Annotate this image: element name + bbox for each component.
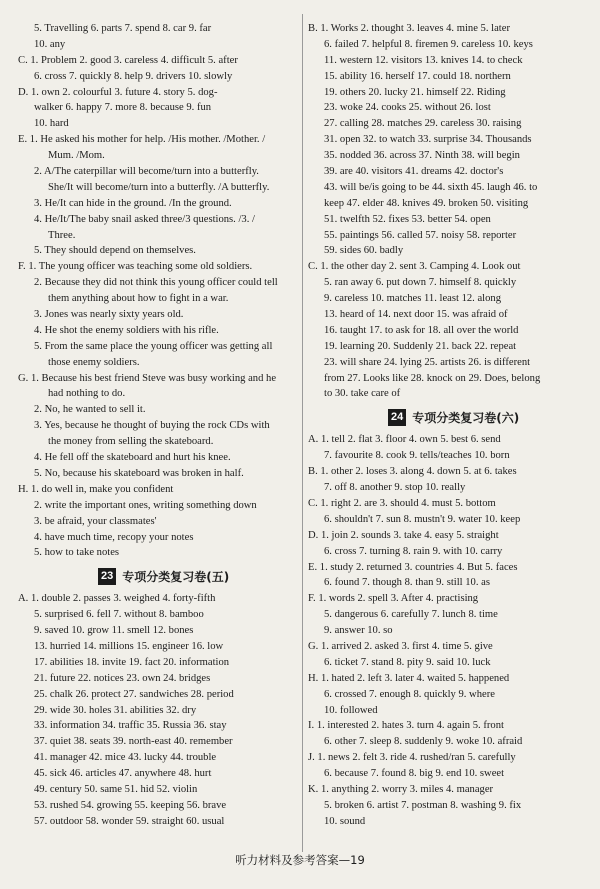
answer-line: E. 1. study 2. returned 3. countries 4. But 5. faces xyxy=(308,561,518,573)
answer-line: 9. answer 10. so xyxy=(324,625,393,637)
answer-line: 6. failed 7. helpful 8. firemen 9. careless 10. keys xyxy=(324,38,533,50)
answer-line: 31. open 32. to watch 33. surprise 34. Thousands xyxy=(324,134,532,146)
answer-line: 6. other 7. sleep 8. suddenly 9. woke 10. afraid xyxy=(324,736,523,748)
left-answers-top xyxy=(18,21,298,561)
answer-line: 5. surprised 6. fell 7. without 8. bamboo xyxy=(34,609,204,621)
answer-line: to 30. take care of xyxy=(324,388,401,400)
answer-line: keep 47. elder 48. knives 49. broken 50. visiting xyxy=(324,197,529,209)
answer-line: 2. write the important ones, writing something down xyxy=(34,499,257,511)
answer-line: 23. will share 24. lying 25. artists 26. is different xyxy=(324,356,531,368)
answer-line: A. 1. tell 2. flat 3. floor 4. own 5. best 6. send xyxy=(308,434,501,446)
answer-line: G. 1. Because his best friend Steve was busy working and he xyxy=(18,372,277,384)
answer-line: 2. Because they did not think this young officer could tell xyxy=(34,277,278,289)
answer-line: 11. western 12. visitors 13. knives 14. to check xyxy=(324,54,523,66)
answer-line: 4. He shot the enemy soldiers with his rifle. xyxy=(34,324,219,336)
answer-line: 4. have much time, recopy your notes xyxy=(34,531,194,543)
answer-line: 51. twelfth 52. fixes 53. better 54. open xyxy=(324,213,491,225)
answer-line: 5. ran away 6. put down 7. himself 8. quickly xyxy=(324,277,517,289)
answer-line: 5. dangerous 6. carefully 7. lunch 8. time xyxy=(324,609,498,621)
answer-line: 9. careless 10. matches 11. least 12. along xyxy=(324,293,502,305)
answer-line: 23. woke 24. cooks 25. without 26. lost xyxy=(324,102,491,114)
answer-line: H. 1. do well in, make you confident xyxy=(18,483,174,495)
answer-line: 4. He/It/The baby snail asked three/3 questions. /3. / xyxy=(34,213,255,225)
answer-line: 6. ticket 7. stand 8. pity 9. said 10. luck xyxy=(324,656,491,668)
answer-line: F. 1. The young officer was teaching some old soldiers. xyxy=(18,261,253,273)
answer-line: B. 1. Works 2. thought 3. leaves 4. mine 5. later xyxy=(308,23,510,34)
answer-line: from 27. Looks like 28. knock on 29. Does, belong xyxy=(324,372,541,384)
answer-line: 7. off 8. another 9. stop 10. really xyxy=(324,482,466,494)
answer-line: C. 1. right 2. are 3. should 4. must 5. bottom xyxy=(308,497,496,509)
answer-line: 6. because 7. found 8. big 9. end 10. sweet xyxy=(324,768,505,780)
answer-line: 6. cross 7. quickly 8. help 9. drivers 10. slowly xyxy=(34,70,233,82)
answer-line: 19. learning 20. Suddenly 21. back 22. repeat xyxy=(324,340,517,352)
answer-line: 41. manager 42. mice 43. lucky 44. trouble xyxy=(34,752,217,764)
answer-line: Three. xyxy=(48,229,76,241)
answer-line: 55. paintings 56. called 57. noisy 58. reporter xyxy=(324,229,517,241)
answer-line: those enemy soldiers. xyxy=(48,356,140,368)
answer-line: had nothing to do. xyxy=(48,388,126,400)
answer-line: 53. rushed 54. growing 55. keeping 56. brave xyxy=(34,799,227,811)
answer-line: E. 1. He asked his mother for help. /His mother. /Mother. / xyxy=(18,134,266,146)
left-column xyxy=(18,21,298,830)
answer-line: 19. others 20. lucky 21. himself 22. Riding xyxy=(324,86,506,98)
answer-line: I. 1. interested 2. hates 3. turn 4. again 5. front xyxy=(308,720,504,732)
answer-line: 57. outdoor 58. wonder 59. straight 60. usual xyxy=(34,815,225,827)
section-title: 专项分类复习卷(六) xyxy=(412,411,520,426)
answer-line: 33. information 34. traffic 35. Russia 36. stay xyxy=(34,720,227,732)
answer-line: the money from selling the skateboard. xyxy=(48,436,214,448)
column-divider xyxy=(302,14,303,852)
answer-line: Mum. /Mom. xyxy=(48,150,105,162)
answer-line: 27. calling 28. matches 29. careless 30. raising xyxy=(324,118,522,130)
answer-line: C. 1. the other day 2. sent 3. Camping 4. Look out xyxy=(308,261,521,273)
page-footer: 听力材料及参考答案—19 xyxy=(235,853,365,867)
answer-line: 9. saved 10. grow 11. smell 12. bones xyxy=(34,625,194,637)
answer-line: 37. quiet 38. seats 39. north-east 40. remember xyxy=(34,736,233,748)
right-answers-bottom xyxy=(308,432,590,829)
answer-line: 5. No, because his skateboard was broken in half. xyxy=(34,467,244,479)
answer-line: G. 1. arrived 2. asked 3. first 4. time 5. give xyxy=(308,640,493,652)
right-column xyxy=(308,21,590,830)
answer-line: 13. hurried 14. millions 15. engineer 16. low xyxy=(34,640,224,652)
answer-line: 6. found 7. though 8. than 9. still 10. as xyxy=(324,577,490,589)
answer-line: 43. will be/is going to be 44. sixth 45. laugh 46. to xyxy=(324,181,538,193)
answer-line: 7. favourite 8. cook 9. tells/teaches 10. born xyxy=(324,450,510,462)
answer-line: 2. No, he wanted to sell it. xyxy=(34,404,146,416)
answer-line: 5. Travelling 6. parts 7. spend 8. car 9. far xyxy=(34,23,212,34)
answer-line: F. 1. words 2. spell 3. After 4. practising xyxy=(308,593,479,605)
answer-line: 21. future 22. notices 23. own 24. bridges xyxy=(34,672,211,684)
answer-line: J. 1. news 2. felt 3. ride 4. rushed/ran 5. carefully xyxy=(308,752,516,764)
section-heading-24 xyxy=(308,405,590,430)
section-title: 专项分类复习卷(五) xyxy=(122,570,230,585)
answer-line: 5. From the same place the young officer was getting all xyxy=(34,340,273,352)
left-answers-bottom xyxy=(18,591,298,829)
answer-line: 5. how to take notes xyxy=(34,547,120,559)
answer-line: walker 6. happy 7. more 8. because 9. fun xyxy=(34,102,212,114)
answer-line: 3. Jones was nearly sixty years old. xyxy=(34,309,184,321)
answer-line: 35. nodded 36. across 37. Ninth 38. will begin xyxy=(324,150,520,162)
answer-line: 3. Yes, because he thought of buying the rock CDs with xyxy=(34,420,270,432)
answer-line: 10. hard xyxy=(34,118,69,130)
section-number-badge: 23 xyxy=(98,568,116,585)
answer-line: 10. followed xyxy=(324,704,378,716)
answer-line: 2. A/The caterpillar will become/turn into a butterfly. xyxy=(34,166,259,178)
answer-line: K. 1. anything 2. worry 3. miles 4. manager xyxy=(308,783,494,795)
answer-line: She/It will become/turn into a butterfly. /A butterfly. xyxy=(48,181,270,193)
answer-line: 4. He fell off the skateboard and hurt his knee. xyxy=(34,452,231,464)
answer-line: 3. He/It can hide in the ground. /In the ground. xyxy=(34,197,232,209)
answer-line: 6. cross 7. turning 8. rain 9. with 10. carry xyxy=(324,545,503,557)
answer-line: 5. broken 6. artist 7. postman 8. washing 9. fix xyxy=(324,799,522,811)
answer-line: 6. crossed 7. enough 8. quickly 9. where xyxy=(324,688,495,700)
answer-line: 16. taught 17. to ask for 18. all over the world xyxy=(324,324,519,336)
answer-line: 5. They should depend on themselves. xyxy=(34,245,196,257)
answer-line: 29. wide 30. holes 31. abilities 32. dry xyxy=(34,704,197,716)
answer-line: D. 1. own 2. colourful 3. future 4. story 5. dog- xyxy=(18,86,218,98)
answer-line: H. 1. hated 2. left 3. later 4. waited 5. happened xyxy=(308,672,510,684)
answer-line: 10. any xyxy=(34,38,66,50)
answer-line: 10. sound xyxy=(324,815,366,827)
answer-line: C. 1. Problem 2. good 3. careless 4. difficult 5. after xyxy=(18,54,238,66)
answer-line: A. 1. double 2. passes 3. weighed 4. forty-fifth xyxy=(18,593,216,605)
answer-line: 15. ability 16. herself 17. could 18. northern xyxy=(324,70,511,82)
answer-line: D. 1. join 2. sounds 3. take 4. easy 5. straight xyxy=(308,529,499,541)
answer-line: 59. sides 60. badly xyxy=(324,245,404,257)
answer-line: 45. sick 46. articles 47. anywhere 48. hurt xyxy=(34,768,212,780)
right-answers-top xyxy=(308,21,590,402)
answer-line: 39. are 40. visitors 41. dreams 42. doctor's xyxy=(324,166,504,178)
answer-line: 17. abilities 18. invite 19. fact 20. information xyxy=(34,656,230,668)
answer-line: 6. shouldn't 7. sun 8. mustn't 9. water 10. keep xyxy=(324,513,521,525)
answer-line: B. 1. other 2. loses 3. along 4. down 5. at 6. takes xyxy=(308,466,517,478)
section-number-badge: 24 xyxy=(388,409,406,426)
answer-line: them anything about how to fight in a war. xyxy=(48,293,229,305)
answer-line: 25. chalk 26. protect 27. sandwiches 28. period xyxy=(34,688,234,700)
answer-line: 13. heard of 14. next door 15. was afraid of xyxy=(324,309,508,321)
answer-line: 3. be afraid, your classmates' xyxy=(34,515,157,527)
section-heading-23 xyxy=(18,564,298,589)
answer-line: 49. century 50. same 51. hid 52. violin xyxy=(34,783,198,795)
